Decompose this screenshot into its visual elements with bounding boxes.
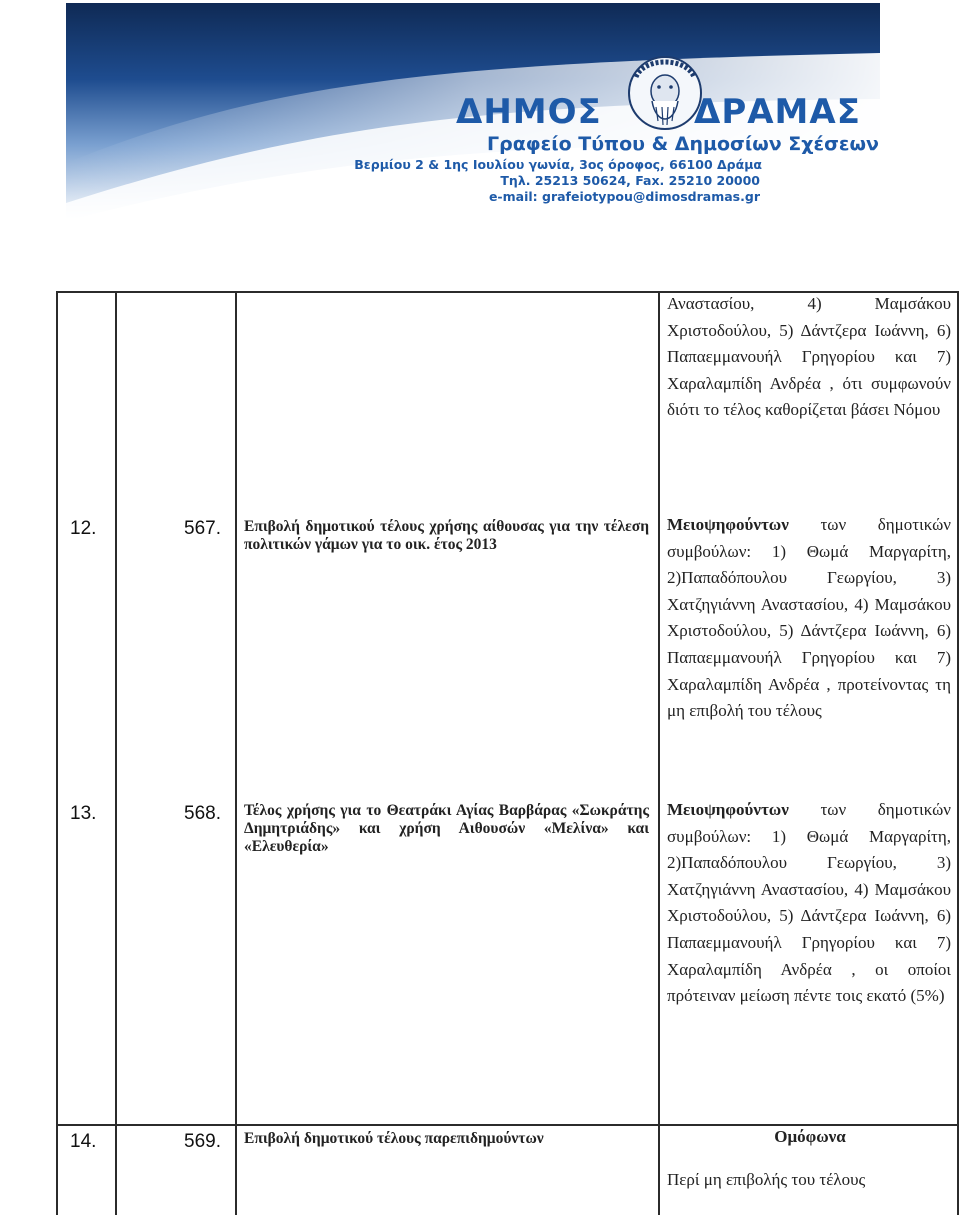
decision-text	[667, 797, 951, 1010]
decision-text	[667, 512, 951, 725]
letterhead-banner	[66, 3, 880, 221]
press-office-title: Γραφείο Τύπου & Δημοσίων Σχέσεων	[487, 133, 879, 155]
vote-outcome: Ομόφωνα	[774, 1127, 846, 1146]
row-number: 13.	[70, 803, 97, 824]
table-border-left	[56, 291, 58, 1215]
decision-body: των δημοτικών συμβούλων: 1) Θωμά Μαργαρίτη, 2)Παπαδόπουλου Γεωργίου, 3) Χατζηγιάννη Αναστασίου, 4) Μαμσάκου Χριστοδούλου, 5) Δάντζερα Ιωάννη, 6) Παπαεμμανουήλ Γρηγορίου και 7) Χαραλαμπίδη Ανδρέα , οι οποίοι πρότειναν μείωση πέντε τοις εκατό (5%)	[667, 800, 951, 1006]
subject-text: Τέλος χρήσης για το Θεατράκι Αγίας Βαρβάρας «Σωκράτης Δημητριάδης» και χρήση Αιθουσών «Μελίνα» και «Ελευθερία»	[244, 802, 649, 855]
decision-number: 569.	[184, 1131, 221, 1152]
vote-outcome: Μειοψηφούντων	[667, 515, 789, 534]
table-divider-3	[658, 291, 660, 1215]
decision-number: 568.	[184, 803, 221, 824]
office-phone: Τηλ. 25213 50624, Fax. 25210 20000	[500, 173, 760, 188]
row-number: 12.	[70, 518, 97, 539]
table-divider-2	[235, 291, 237, 1215]
decision-body: των δημοτικών συμβούλων: 1) Θωμά Μαργαρίτη, 2)Παπαδόπουλου Γεωργίου, 3) Χατζηγιάννη Αναστασίου, 4) Μαμσάκου Χριστοδούλου, 5) Δάντζερα Ιωάννη, 6) Παπαεμμανουήλ Γρηγορίου και 7) Χαραλαμπίδη Ανδρέα , προτείνοντας τη μη επιβολή του τέλους	[667, 515, 951, 721]
municipality-name-right: ΔΡΑΜΑΣ	[694, 92, 861, 132]
subject-text: Επιβολή δημοτικού τέλους χρήσης αίθουσας για την τέλεση πολιτικών γάμων για το οικ. έτος 2013	[244, 518, 649, 553]
row-number: 14.	[70, 1131, 97, 1152]
decision-text: Περί μη επιβολής του τέλους	[667, 1170, 866, 1189]
table-divider-1	[115, 291, 117, 1215]
subject-text: Επιβολή δημοτικού τέλους παρεπιδημούντων	[244, 1130, 544, 1147]
row-separator	[56, 1124, 959, 1126]
decision-number: 567.	[184, 518, 221, 539]
vote-outcome: Μειοψηφούντων	[667, 800, 789, 819]
municipality-name-left: ΔΗΜΟΣ	[456, 92, 602, 132]
decision-text	[667, 291, 951, 424]
decision-body: Αναστασίου, 4) Μαμσάκου Χριστοδούλου, 5) Δάντζερα Ιωάννη, 6) Παπαεμμανουήλ Γρηγορίου και 7) Χαραλαμπίδη Ανδρέα , ότι συμφωνούν διότι το τέλος καθορίζεται βάσει Νόμου	[667, 294, 951, 420]
office-address: Βερμίου 2 & 1ης Ιουλίου γωνία, 3ος όροφος, 66100 Δράμα	[354, 157, 762, 172]
office-email: e-mail: grafeiotypou@dimosdramas.gr	[488, 189, 760, 204]
table-border-right	[957, 291, 959, 1215]
